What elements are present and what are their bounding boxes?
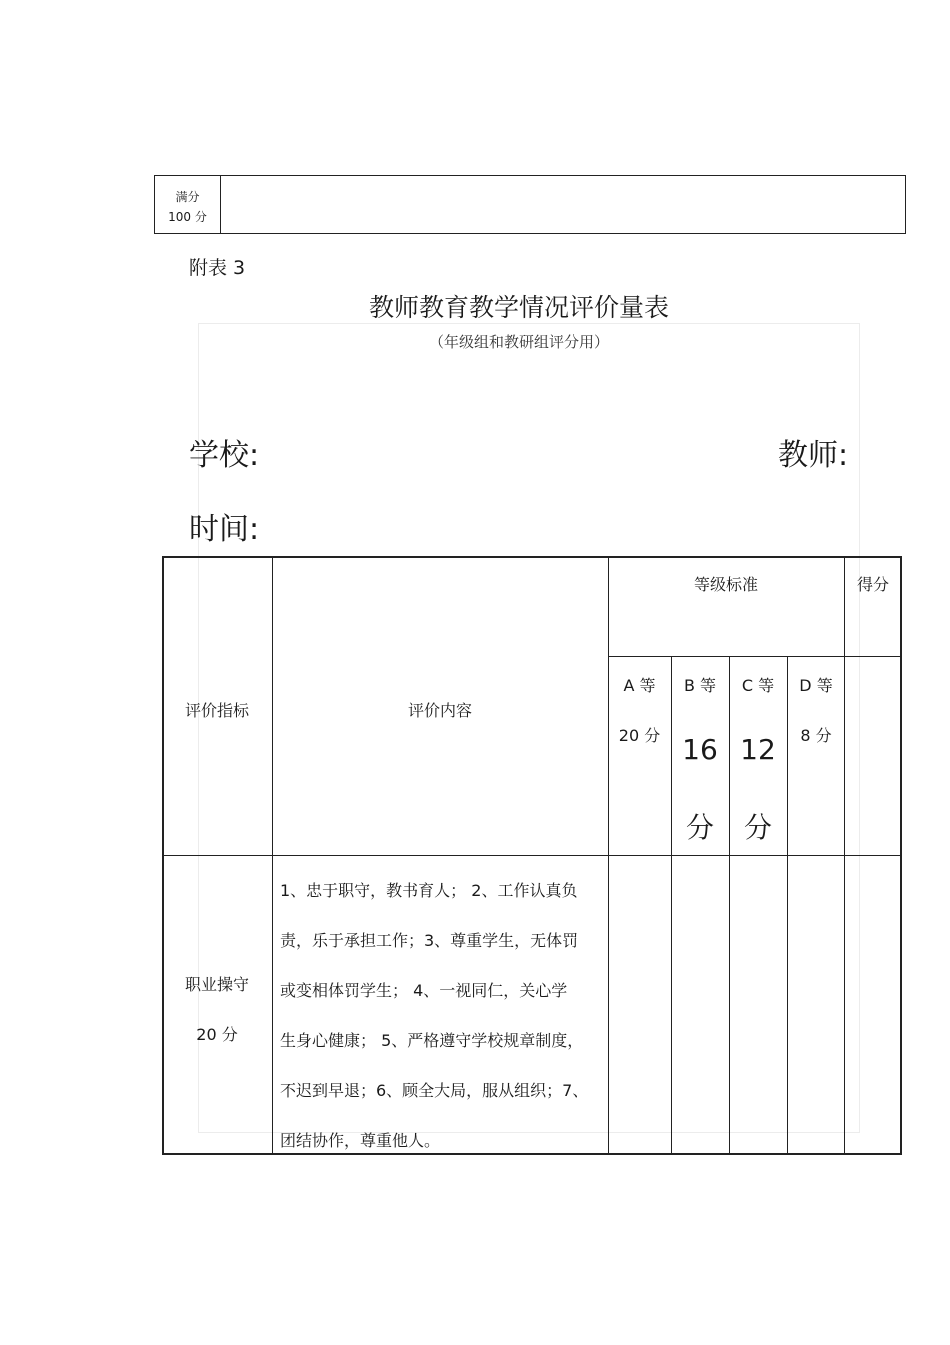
header-content: 评价内容 xyxy=(407,701,472,720)
grade-d-label: D 等 xyxy=(799,676,833,695)
full-score-value: 100 分 xyxy=(168,210,207,224)
content-line: 团结协作，尊重他人。 xyxy=(280,1131,441,1150)
header-grade-standard: 等级标准 xyxy=(693,575,758,594)
table-border-top xyxy=(162,556,902,558)
grade-b-points: 16 xyxy=(682,733,718,766)
row-content xyxy=(280,866,606,1166)
page-title: 教师教育教学情况评价量表 xyxy=(368,293,669,322)
table-divider xyxy=(220,176,221,233)
header-score: 得分 xyxy=(856,575,889,594)
grade-c-label: C 等 xyxy=(741,676,775,695)
teacher-field-label: 教师: xyxy=(778,438,849,473)
content-line: 责，乐于承担工作；3、尊重学生，无体罚 xyxy=(280,931,579,950)
full-score-label: 满分 xyxy=(175,190,200,204)
content-line: 1、忠于职守，教书育人； 2、工作认真负 xyxy=(280,881,578,900)
row-line-grades xyxy=(608,656,902,657)
col-line-4 xyxy=(729,656,730,1155)
time-field-label: 时间: xyxy=(189,512,260,547)
grade-c-unit: 分 xyxy=(743,811,772,844)
appendix-label: 附表 3 xyxy=(189,257,246,279)
row-line-header xyxy=(162,855,902,856)
school-field-label: 学校: xyxy=(189,438,260,473)
page-subtitle: （年级组和教研组评分用） xyxy=(428,333,609,351)
grade-a-points: 20 分 xyxy=(618,726,661,745)
grade-c-points: 12 xyxy=(740,733,776,766)
content-line: 不迟到早退；6、顾全大局，服从组织；7、 xyxy=(280,1081,589,1100)
row-indicator-name: 职业操守 xyxy=(184,975,249,994)
row-indicator-points: 20 分 xyxy=(196,1025,238,1044)
top-score-table xyxy=(154,175,906,234)
grade-a-label: A 等 xyxy=(623,676,656,695)
header-indicator: 评价指标 xyxy=(184,701,249,720)
grade-d-points: 8 分 xyxy=(800,726,832,745)
col-line-3 xyxy=(671,656,672,1155)
content-line: 生身心健康； 5、严格遵守学校规章制度， xyxy=(280,1031,584,1050)
grade-b-label: B 等 xyxy=(683,676,717,695)
content-line: 或变相体罚学生； 4、一视同仁，关心学 xyxy=(280,981,568,1000)
grade-b-unit: 分 xyxy=(685,811,714,844)
